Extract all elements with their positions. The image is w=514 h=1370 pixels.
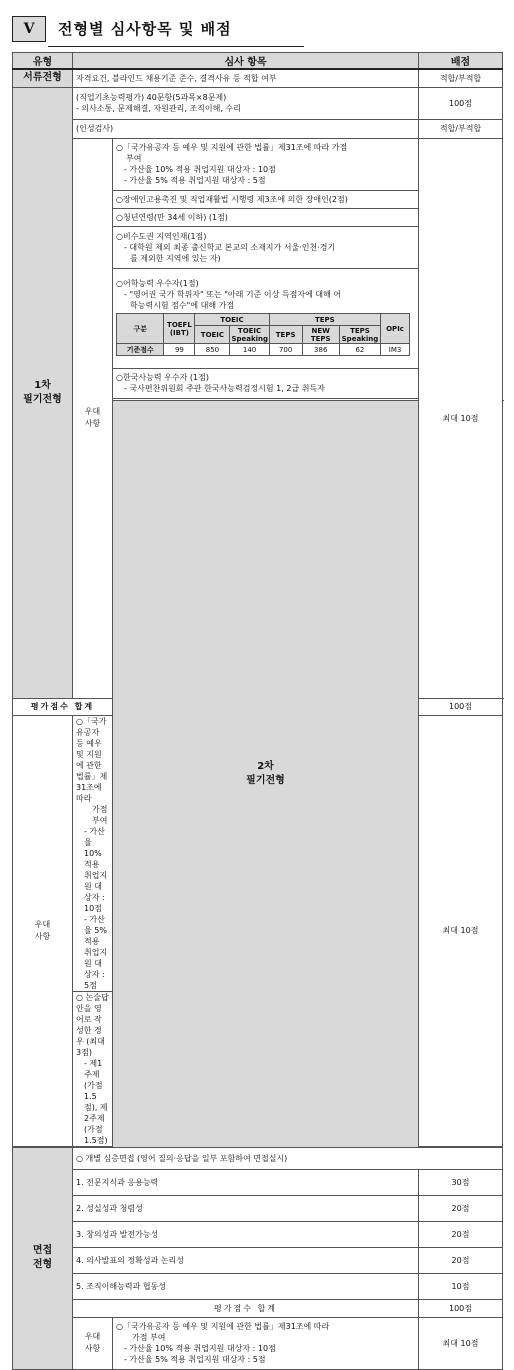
score-v-new-teps: 386 [302,344,339,356]
ncs-score: 100점 [419,87,503,119]
language-score-table [116,313,410,356]
interview-item-score: 10점 [419,1273,503,1299]
interview-intro-row [13,1147,503,1169]
interview-total-label: 평가점수 합계 [73,1299,419,1317]
english-desc [113,268,419,368]
interview-pref-score: 최대 10점 [419,1317,503,1369]
score-v-toefl: 99 [164,344,195,356]
eng-essay-line2: - 제1주제(가점 1.5점), 제2주제(가점 1.5점) [84,1058,108,1145]
nonmetro-line3: 를 제외한 지역에 있는 자) [130,253,221,263]
ncs-desc [73,87,419,119]
title-underline [48,46,304,47]
w1-merit-line2: 부여 [126,154,142,163]
eng-essay-desc [73,991,113,1146]
history-line1: ○한국사능력 우수자 (1점) [116,373,209,382]
interview-item-score: 20점 [419,1195,503,1221]
w2-pref-score: 최대 10점 [419,715,503,1146]
interview-item-label: 5. 조직이해능력과 협동성 [73,1273,419,1299]
interview-merit-line4: - 가산율 5% 적용 취업지원 대상자 : 5점 [124,1355,266,1364]
english-line1: ○어학능력 우수자(1점) [116,279,199,288]
nonmetro-desc [113,226,419,268]
doc-screen-type: 서류전형 [13,69,73,87]
w1-merit-row [13,138,503,190]
history-desc [113,368,419,398]
w2-total-score: 100점 [419,698,503,715]
ncs-row [13,87,503,119]
score-h-toeic: TOEIC [195,314,269,326]
w1-pref-score: 최대 10점 [419,138,503,698]
section-header [12,16,302,44]
interview-merit-line2: 가점 부여 [132,1333,166,1342]
score-table-header [117,314,410,326]
score-s-toeic: TOEIC [195,326,230,344]
interview-item-label: 3. 창의성과 발전가능성 [73,1221,419,1247]
score-s-new-teps: NEW TEPS [302,326,339,344]
written1-type [13,87,73,698]
score-s-teps: TEPS [269,326,302,344]
col-type-header: 유형 [13,53,73,70]
w1-pref-line1: 우대 [84,407,101,416]
interview-item-row [13,1195,503,1221]
interview-type-line2: 전형 [32,1259,53,1270]
score-v-opic: IM3 [381,344,410,356]
interview-merit-desc [113,1317,419,1369]
nonmetro-line2: - 대학원 제외 최종 출신학교 본교의 소재지가 서울·인천·경기 [124,242,336,252]
personality-row [13,119,503,138]
col-items-header: 심사 항목 [73,53,419,70]
nonmetro-line1: ○비수도권 지역인재(1점) [116,231,207,241]
written2-type-line1: 2차 [257,760,274,772]
w2-merit-line2: 가점 부여 [92,804,108,825]
w2-pref-line2: 사항 [34,931,51,941]
evaluation-table [12,52,503,1370]
w1-merit-line3: - 가산율 10% 적용 취업지원 대상자 : 10점 [124,165,276,174]
interview-item-row [13,1169,503,1195]
eng-essay-line1: ○ 논술답안을 영어로 작성한 경우 (최대 3점) [76,992,109,1057]
english-line3: 학능력시험 점수"에 대해 가점 [130,301,235,310]
table-header-row [13,53,503,70]
section-title: 전형별 심사항목 및 배점 [58,20,232,38]
w2-merit-desc [73,715,113,991]
interview-item-label: 4. 의사발표의 정확성과 논리성 [73,1247,419,1273]
score-table-row [117,344,410,356]
score-h-teps: TEPS [269,314,380,326]
disabled-desc: ○장애인고용촉진 및 직업재활법 시행령 제3조에 의한 장애인(2점) [113,190,419,208]
w1-merit-line1: ○「국가유공자 등 예우 및 지원에 관한 법률」제31조에 따라 가점 [116,143,348,152]
youth-desc: ○청년연령(만 34세 이하) (1점) [113,208,419,226]
col-score-header: 배점 [419,53,503,70]
written1-type-line1: 1차 [34,379,51,391]
interview-total-score: 100점 [419,1299,503,1317]
score-v-toeic-sp: 140 [230,344,269,356]
w2-pref-label [13,715,73,1146]
interview-type-line1: 면접 [32,1245,53,1256]
interview-item-score: 20점 [419,1221,503,1247]
score-v-teps-sp: 62 [339,344,380,356]
section-number: Ⅴ [12,16,46,42]
interview-merit-line1: ○「국가유공자 등 예우 및 지원에 관한 법률」제31조에 따라 [116,1322,330,1331]
ncs-line1: (직업기초능력평가) 40문항(5과목×8문제) [76,93,227,102]
interview-pref-line2: 사항 [84,1344,101,1353]
w2-total-label: 평가점수 합계 [13,698,113,715]
written2-type-line2: 필기전형 [246,774,285,786]
score-s-teps-sp: TEPS Speaking [339,326,380,344]
doc-screen-row [13,69,503,87]
w2-pref-line1: 우대 [34,919,51,929]
interview-total-row [13,1299,503,1317]
written2-type [113,400,419,1147]
w1-merit-desc [113,138,419,190]
personality-desc: (인성검사) [73,119,419,138]
interview-type [13,1147,73,1369]
interview-intro: ○ 개별 심층면접 (영어 질의·응답을 일부 포함하여 면접실시) [73,1147,503,1169]
interview-merit-row [13,1317,503,1369]
interview-item-row [13,1247,503,1273]
score-s-toeic-sp: TOEIC Speaking [231,326,269,343]
doc-screen-score: 적합/부적합 [419,69,503,87]
interview-pref-line1: 우대 [84,1332,101,1341]
personality-score: 적합/부적합 [419,119,503,138]
history-line2: - 국사편찬위원회 주관 한국사능력검정시험 1, 2급 취득자 [124,384,325,393]
interview-pref-label [73,1317,113,1369]
score-h-opic: OPIc [381,314,410,344]
written1-type-line2: 필기전형 [23,393,62,405]
score-h-type: 구분 [117,314,164,344]
score-v-toeic: 850 [195,344,230,356]
interview-item-label: 2. 성실성과 청렴성 [73,1195,419,1221]
score-v-teps: 700 [269,344,302,356]
score-h-toefl: TOEFL (IBT) [164,314,195,344]
w1-pref-label [73,138,113,698]
interview-item-row [13,1221,503,1247]
w2-merit-line1: ○「국가유공자 등 예우 및 지원에 관한 법률」제31조에 따라 [76,716,108,803]
w1-pref-line2: 사항 [84,419,101,428]
w2-merit-line3: - 가산율 10% 적용 취업지원 대상자 : 10점 [84,826,108,913]
interview-item-label: 1. 전문지식과 응용능력 [73,1169,419,1195]
interview-merit-line3: - 가산율 10% 적용 취업지원 대상자 : 10점 [124,1344,276,1353]
ncs-line2: - 의사소통, 문제해결, 자원관리, 조직이해, 수리 [76,104,241,113]
w2-merit-line4: - 가산율 5% 적용 취업지원 대상자 : 5점 [84,914,108,990]
doc-screen-desc: 자격요건, 블라인드 채용기준 준수, 결격사유 등 적합 여부 [73,69,419,87]
interview-item-score: 30점 [419,1169,503,1195]
w1-merit-line4: - 가산율 5% 적용 취업지원 대상자 : 5점 [124,176,266,185]
score-row-label: 기준점수 [117,344,164,356]
interview-item-score: 20점 [419,1247,503,1273]
english-line2: - "영어권 국가 학위자" 또는 "아래 기준 이상 득점자에 대해 어 [124,290,342,299]
interview-item-row [13,1273,503,1299]
